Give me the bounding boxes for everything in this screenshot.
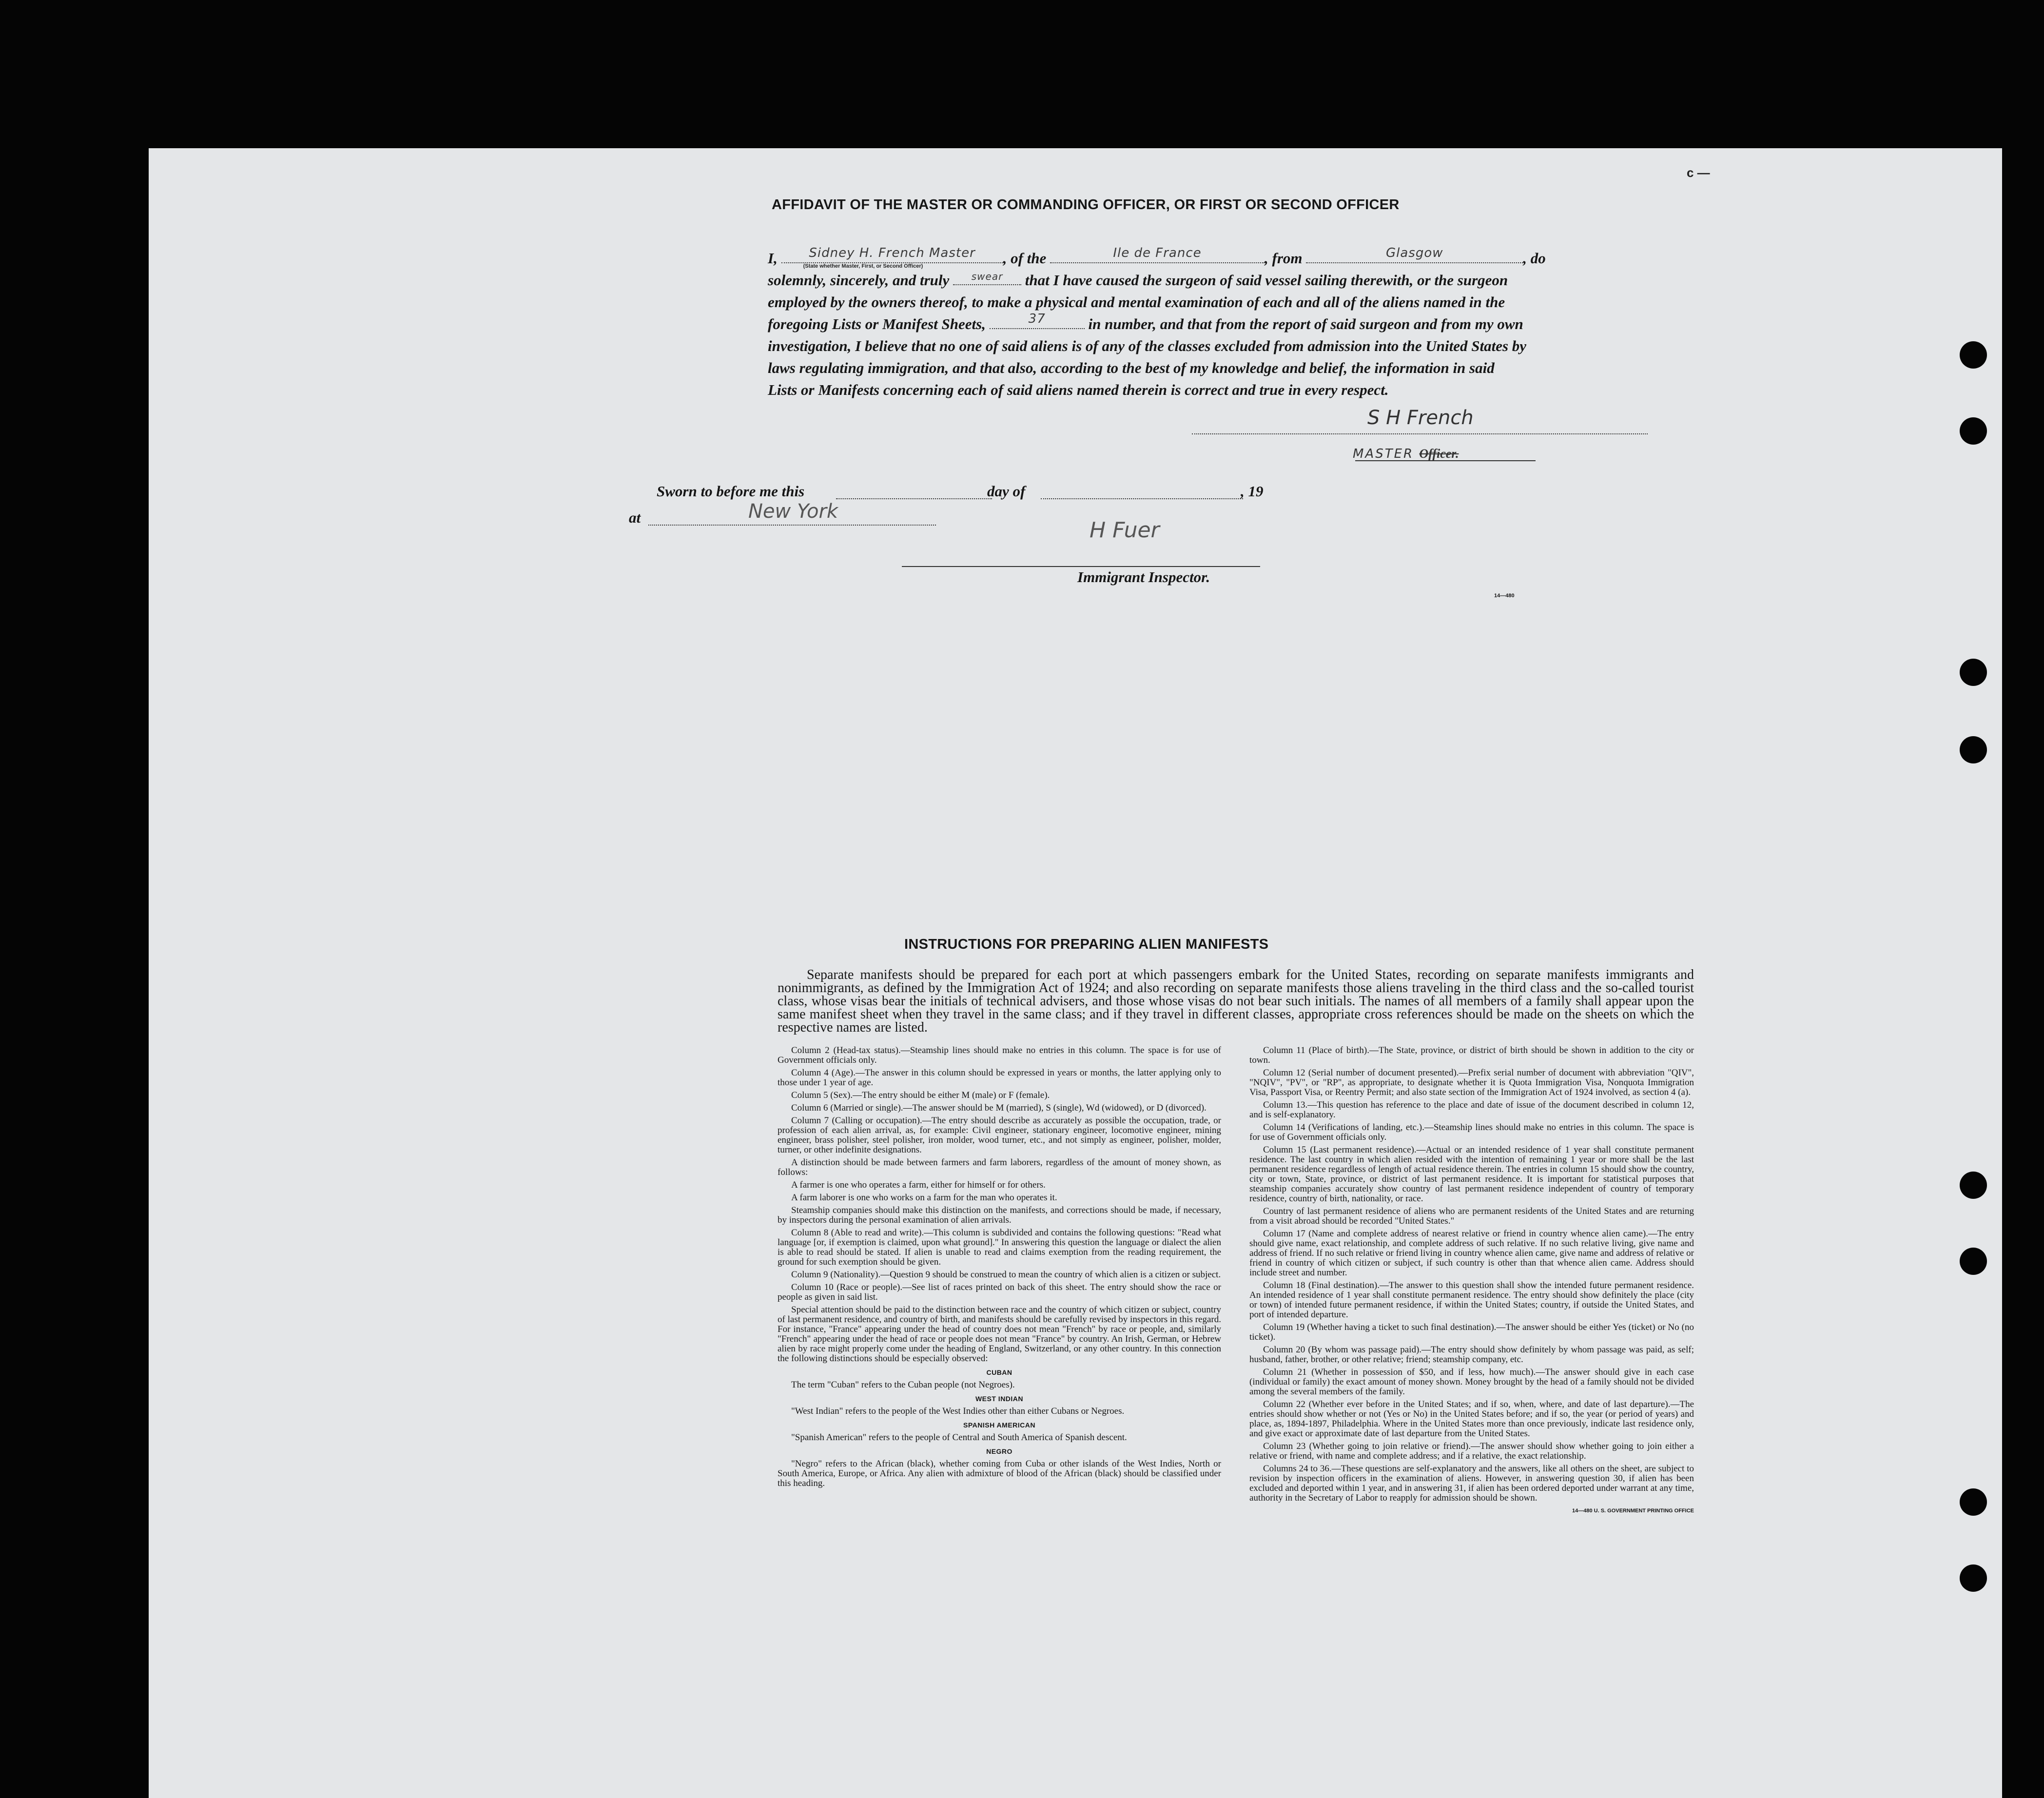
instruction-paragraph: Column 14 (Verifications of landing, etc.).—Steamship lines should make no entries in this column. The space is for use of Government officials only. [1249, 1122, 1694, 1142]
punch-hole [1960, 1564, 1987, 1592]
instruction-paragraph: Column 2 (Head-tax status).—Steamship lines should make no entries in this column. The space is for use of Government officials only. [778, 1045, 1221, 1065]
year-label: , 19 [1241, 483, 1264, 500]
instruction-paragraph: Columns 24 to 36.—These questions are self-explanatory and the answers, like all others on the sheet, are subject to revision by inspection officers in the examination of aliens. However, in answering question 30, if alien has been excluded and deported within 1 year, and in answering 31, if alien has been ordered deported under warrant at any time, authority in the Secretary of Labor to reapply for admission should be shown. [1249, 1464, 1694, 1503]
instruction-paragraph: A farm laborer is one who works on a farm for the man who operates it. [791, 1192, 1057, 1203]
affidavit-line-1 [768, 246, 1694, 269]
punch-hole [1960, 1172, 1987, 1199]
punch-hole [1960, 736, 1987, 763]
oath-handwritten: swear [971, 271, 1003, 282]
form-number: 14—480 [1494, 593, 1515, 599]
instruction-paragraph: Column 7 (Calling or occupation).—The entry should describe as accurately as possible the occupation, trade, or profession of each alien arrival, as, for example: Civil engineer, stationary engineer, locomotive engineer, mining engineer, brass polisher, steel polisher, iron molder, wood turner, etc., and not simply as engineer, polisher, molder, turner, or other indefinite designations. [778, 1115, 1221, 1155]
corner-mark: c — [1687, 165, 1710, 180]
master-signature: S H French [1367, 407, 1474, 429]
text-solemnly: solemnly, sincerely, and truly [768, 272, 950, 289]
instruction-paragraph: A farmer is one who operates a farm, either for himself or for others. [791, 1180, 1046, 1190]
officer-name-handwritten: Sidney H. French Master [809, 246, 975, 260]
instruction-paragraph: Column 8 (Able to read and write).—This column is subdivided and contains the following questions: "Read what language [or, if exemption is claimed, upon what ground]." In answering this question the language or dialect the alien is able to read should be stated. If alien is unable to read and claims exemption from the reading requirement, the ground for such exemption should be given. [778, 1228, 1221, 1267]
affidavit-line-2 [768, 272, 1694, 289]
master-label-text: MASTER [1353, 447, 1414, 461]
affidavit-line-6: laws regulating immigration, and that also, according to the best of my knowledge and belief, the information in said [768, 359, 1495, 376]
punch-hole [1960, 341, 1987, 369]
master-label [1353, 447, 1459, 461]
day-of-label: day of [987, 483, 1026, 500]
officer-name-field [781, 246, 1003, 269]
sworn-day-line [836, 498, 992, 499]
instructions-intro: Separate manifests should be prepared for each port at which passengers embark for the United States, recording on separate manifests immigrants and nonimmigrants, as defined by the Immigration Act of 1924; and also recording on separate manifests those aliens traveling in the third class and the so-called tourist class, whose visas bear the initials of technical advisers, and those whose visas do not bear such initials. The names of all members of a family shall appear upon the same manifest sheet when they travel in the same class; and if they travel in different classes, appropriate cross references should be made on the sheets on which the respective names are listed. [778, 967, 1694, 1035]
instruction-paragraph: Column 23 (Whether going to join relative or friend).—The answer should show whether going to join either a relative or friend, with name and complete address; and if a relative, the exact relationship. [1249, 1441, 1694, 1461]
instruction-paragraph: Column 4 (Age).—The answer in this column should be expressed in years or months, the latter applying only to those under 1 year of age. [778, 1068, 1221, 1088]
punch-hole [1960, 659, 1987, 686]
text-in-number: in number, and that from the report of said surgeon and from my own [1088, 315, 1523, 332]
definition-spanish-american: "Spanish American" refers to the people of Central and South America of Spanish descent. [791, 1432, 1127, 1443]
definition-negro: "Negro" refers to the African (black), whether coming from Cuba or other islands of the West Indies, North or South America, Europe, or Africa. Any alien with admixture of blood of the African (black) should be classified under this heading. [778, 1459, 1221, 1488]
inspector-signature-line [902, 566, 1260, 567]
vessel-handwritten: Ile de France [1113, 246, 1202, 260]
instruction-paragraph: Column 21 (Whether in possession of $50, and if less, how much).—The answer should give in each case (individual or family) the exact amount of money shown. Money brought by the head of a family should not be divided among the several members of the family. [1249, 1367, 1694, 1397]
text-surgeon: that I have caused the surgeon of said vessel sailing therewith, or the surgeon [1025, 272, 1508, 289]
affidavit-line-7: Lists or Manifests concerning each of said aliens named therein is correct and true in every respect. [768, 381, 1389, 398]
punch-hole [1960, 417, 1987, 445]
instructions-right-column [1249, 1046, 1694, 1519]
month-line [1041, 498, 1243, 499]
manifest-sheet [149, 148, 2002, 1798]
heading-cuban: CUBAN [986, 1368, 1012, 1376]
master-underline [1355, 460, 1536, 461]
sheets-handwritten: 37 [1028, 312, 1046, 326]
instruction-paragraph: Special attention should be paid to the distinction between race and the country of which citizen or subject, country of last permanent residence, and country of birth, and manifests should be carefully revised by inspectors in this regard. For instance, "France" appearing under the head of country does not mean "French" by race or people, and, similarly "French" appearing under the head of race or people does not mean "France" by country. An Irish, German, or Hebrew alien by race might properly come under the heading of England, Switzerland, or any other country. In this connection the following distinctions should be especially observed: [778, 1305, 1221, 1364]
sheets-field [990, 312, 1085, 329]
inspector-label: Immigrant Inspector. [1077, 568, 1210, 586]
instruction-paragraph: Column 22 (Whether ever before in the United States; and if so, when, where, and date of last departure).—The entries should show whether or not (Yes or No) in the United States before; and if so, the year (or period of years) and place, as, 1894-1897, Philadelphia. Where in the United States more than once previously, indicate last residence only, and give exact or approximate date of last departure from the United States. [1249, 1399, 1694, 1439]
printing-office-note: 14—480 U. S. GOVERNMENT PRINTING OFFICE [1572, 1508, 1694, 1514]
definition-west-indian: "West Indian" refers to the people of the West Indies other than either Cubans or Negroes. [791, 1406, 1125, 1416]
affidavit-line-3: employed by the owners thereof, to make a physical and mental examination of each and all of the aliens named in the [768, 293, 1505, 311]
instruction-paragraph: Steamship companies should make this distinction on the manifests, and corrections should be made, if necessary, by inspectors during the personal examination of alien arrivals. [778, 1205, 1221, 1225]
master-signature-line [1192, 433, 1648, 434]
text-i: I, [768, 250, 778, 267]
instruction-paragraph: Column 15 (Last permanent residence).—Actual or an intended residence of 1 year shall constitute permanent residence. The last country in which alien resided with the intention of remaining 1 year or more shall be the last permanent residence regardless of length of actual residence therein. The entries in column 15 should show the country, city or town, State, province, or district of last permanent residence. It is important for statistical purposes that steamship companies accurately show country of last permanent residence independent of country of temporary residence, country of birth, nationality, or race. [1249, 1145, 1694, 1204]
instruction-paragraph: Column 18 (Final destination).—The answer to this question shall show the intended future permanent residence. An intended residence of 1 year shall constitute permanent residence. The entry should show definitely the place (city or town) of intended future permanent residence, if within the United States; country, if outside the United States, and port of intended departure. [1249, 1280, 1694, 1320]
at-label: at [629, 509, 641, 526]
instruction-paragraph: Column 19 (Whether having a ticket to such final destination).—The answer should be either Yes (ticket) or No (no ticket). [1249, 1322, 1694, 1342]
instruction-paragraph: Column 11 (Place of birth).—The State, province, or district of birth should be shown in addition to the city or town. [1249, 1045, 1694, 1065]
instruction-paragraph: Column 13.—This question has reference to the place and date of issue of the document described in column 12, and is self-explanatory. [1249, 1100, 1694, 1120]
instructions-title: INSTRUCTIONS FOR PREPARING ALIEN MANIFESTS [904, 937, 1269, 952]
punch-hole [1960, 1488, 1987, 1516]
text-foregoing: foregoing Lists or Manifest Sheets, [768, 315, 986, 332]
instruction-paragraph: Country of last permanent residence of aliens who are permanent residents of the United States and are returning from a visit abroad should be recorded "United States." [1249, 1206, 1694, 1226]
place-handwritten: New York [748, 500, 838, 523]
affidavit-line-4 [768, 312, 1694, 333]
heading-spanish-american: SPANISH AMERICAN [963, 1421, 1035, 1429]
port-handwritten: Glasgow [1386, 246, 1443, 260]
port-field [1306, 246, 1523, 263]
instruction-paragraph: Column 20 (By whom was passage paid).—The entry should show definitely by whom passage was paid, as self; husband, father, brother, or other relative; friend; steamship company, etc. [1249, 1345, 1694, 1365]
instructions-left-column [778, 1046, 1221, 1491]
instruction-paragraph: Column 10 (Race or people).—See list of races printed on back of this sheet. The entry should show the race or people as given in said list. [778, 1282, 1221, 1302]
text-do: , do [1523, 250, 1546, 267]
place-line [648, 525, 936, 526]
instruction-paragraph: Column 6 (Married or single).—The answer should be M (married), S (single), Wd (widowed), or D (divorced). [791, 1103, 1207, 1113]
officer-struck-text: Officer. [1419, 447, 1459, 461]
officer-note: (State whether Master, First, or Second Officer) [803, 263, 923, 269]
affidavit-line-5: investigation, I believe that no one of said aliens is of any of the classes excluded from admission into the United States by [768, 337, 1527, 354]
affidavit-title: AFFIDAVIT OF THE MASTER OR COMMANDING OFFICER, OR FIRST OR SECOND OFFICER [772, 197, 1400, 213]
inspector-signature: H Fuer [1090, 518, 1160, 543]
instruction-paragraph: A distinction should be made between farmers and farm laborers, regardless of the amount of money shown, as follows: [778, 1157, 1221, 1177]
punch-hole [1960, 1248, 1987, 1275]
definition-cuban: The term "Cuban" refers to the Cuban people (not Negroes). [791, 1380, 1015, 1390]
instruction-paragraph: Column 9 (Nationality).—Question 9 should be construed to mean the country of which alien is a citizen or subject. [791, 1270, 1221, 1280]
heading-negro: NEGRO [986, 1447, 1012, 1455]
sworn-label: Sworn to before me this [657, 483, 805, 500]
vessel-field [1050, 246, 1265, 263]
oath-field [953, 272, 1021, 285]
instruction-paragraph: Column 5 (Sex).—The entry should be either M (male) or F (female). [791, 1090, 1050, 1100]
text-of-the: , of the [1003, 250, 1047, 267]
text-from: , from [1265, 250, 1303, 267]
instruction-paragraph: Column 17 (Name and complete address of nearest relative or friend in country whence alien came).—The entry should give name, exact relationship, and complete address of such relative. If no such relative living, give name and address of friend. If no such relative or friend living in country whence alien came, give name and address of relative or friend in country of which citizen or subject, if such country is other than that whence alien came. Address should include street and number. [1249, 1229, 1694, 1278]
heading-west-indian: WEST INDIAN [975, 1395, 1024, 1403]
instruction-paragraph: Column 12 (Serial number of document presented).—Prefix serial number of document with abbreviation "QIV", "NQIV", "PV", or "RP", as appropriate, to designate whether it is Quota Immigration Visa, Nonquota Immigration Visa, Passport Visa, or Reentry Permit; and also state section of the Immigration Act of 1924 involved, as section 4 (a). [1249, 1068, 1694, 1097]
